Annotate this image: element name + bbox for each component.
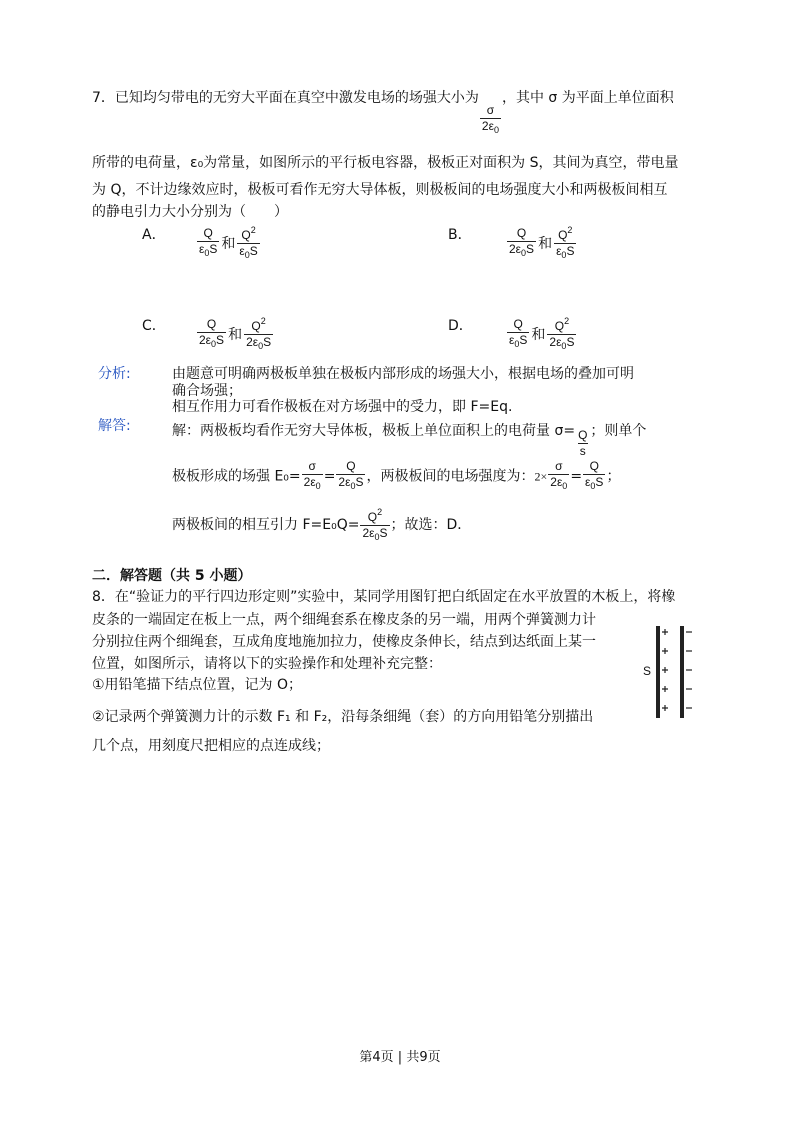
frac-num: Q	[589, 459, 599, 473]
frac-num	[239, 224, 257, 243]
and-word: 和	[228, 326, 243, 343]
option-c-fraction-2	[244, 315, 273, 353]
option-a-formula	[196, 224, 261, 262]
answer-label: 解答:	[98, 418, 131, 434]
q7-line2: 所带的电荷量，ε₀为常量，如图所示的平行板电容器，极板正对面积为 S，其间为真空，带电量	[92, 155, 679, 171]
equals-sign: =	[323, 468, 336, 485]
q8-line2: 皮条的一端固定在板上一点，两个细绳套系在橡皮条的另一端，用两个弹簧测力计	[92, 612, 596, 628]
frac-den-sub: 0	[204, 247, 210, 258]
plus-sign	[662, 686, 668, 692]
frac-den	[197, 241, 219, 260]
frac-den-sub: 0	[590, 481, 596, 491]
frac-den-text: ε	[509, 332, 515, 347]
frac-num	[556, 224, 574, 243]
frac-den-sub: 0	[315, 481, 321, 491]
answer-line3-end: ；故选：D．	[390, 517, 472, 533]
analysis-line3: 相互作用力可看作极板在对方场强中的受力，即 F=Eq.	[172, 399, 513, 415]
analysis-line1: 由题意可明确两极板单独在极板内部形成的场强大小，根据电场的叠加可明	[172, 366, 634, 382]
answer-frac-sigma-2e0	[302, 460, 323, 493]
frac-num: σ	[486, 103, 495, 117]
frac-den	[336, 474, 365, 493]
answer-line1-end: ；则单个	[590, 423, 647, 439]
frac-den-s: S	[519, 332, 528, 347]
option-a-fraction-1	[197, 227, 219, 260]
frac-den-text: 2ε	[303, 475, 316, 489]
frac-den	[548, 474, 569, 493]
q8-line3: 分别拉住两个细绳套，互成角度地施加拉力，使橡皮条伸长，结点到达纸面上某一	[92, 634, 596, 650]
q7-line4: 的静电引力大小分别为（ ）	[92, 204, 288, 220]
frac-den-text: 2ε	[246, 335, 259, 349]
answer-line3-text: 两极板间的相互引力 F=E₀Q=	[172, 517, 360, 533]
frac-den-text: 2ε	[338, 475, 351, 489]
frac-den	[507, 332, 529, 351]
frac-den-text: ε	[199, 241, 205, 256]
frac-num: Q	[346, 459, 356, 473]
frac-num-sup: 2	[567, 225, 573, 235]
frac-den-sub: 0	[561, 250, 567, 260]
sigma-equals-q-over-s	[576, 429, 589, 458]
answer-line1-text: 解：两极板均看作无穷大导体板，极板上单位面积上的电荷量 σ=	[172, 423, 576, 439]
frac-den-sub: 0	[562, 481, 568, 491]
frac-den	[360, 525, 389, 544]
option-b-formula	[506, 224, 577, 262]
q8-line6: ②记录两个弹簧测力计的示数 F₁ 和 F₂，沿每条细绳（套）的方向用铅笔分别描出	[92, 709, 594, 725]
and-word: 和	[538, 235, 553, 252]
frac-num-text: Q	[241, 228, 251, 242]
frac-den-s: S	[566, 335, 575, 349]
frac-num: σ	[308, 459, 316, 473]
frac-den-s: S	[379, 526, 388, 540]
option-c-fraction-1	[197, 318, 226, 351]
frac-den	[547, 334, 576, 353]
frac-den-text: ε	[556, 244, 562, 258]
frac-den-sub: 0	[258, 341, 264, 351]
option-d-formula	[506, 315, 577, 353]
frac-num	[366, 506, 384, 525]
frac-den-text: ε	[585, 475, 591, 489]
frac-den	[244, 334, 273, 353]
frac-den	[554, 243, 576, 262]
frac-den-sub: 0	[374, 532, 380, 542]
frac-den	[480, 118, 501, 137]
times-two: 2×	[534, 469, 548, 484]
frac-num	[553, 315, 571, 334]
q8-line1: 8．在“验证力的平行四边形定则”实验中，某同学用图钉把白纸固定在水平放置的木板上，将橡	[92, 589, 676, 605]
equals-sign: =	[570, 468, 583, 485]
plus-sign	[662, 648, 668, 654]
plus-sign	[662, 667, 668, 673]
frac-num-sup: 2	[377, 507, 383, 517]
plus-signs	[662, 629, 668, 711]
answer-line3	[172, 506, 471, 544]
frac-den-text: 2ε	[481, 119, 494, 133]
option-b-fraction-2	[554, 224, 576, 262]
section-heading: 二．解答题（共 5 小题）	[92, 568, 252, 584]
frac-den-sub: 0	[244, 250, 250, 260]
option-d-fraction-1	[507, 318, 529, 351]
and-word: 和	[531, 326, 546, 343]
q8-line7: 几个点，用刻度尺把相应的点连成线；	[92, 738, 330, 754]
option-b-label: B．	[448, 227, 472, 243]
frac-den-sub: 0	[561, 341, 567, 351]
frac-den: s	[579, 444, 586, 458]
frac-den-text: 2ε	[362, 526, 375, 540]
frac-num: Q	[203, 225, 213, 240]
frac-den-text: 2ε	[550, 475, 563, 489]
frac-num-text: Q	[367, 510, 378, 524]
q7-line3: 为 Q，不计边缘效应时，极板可看作无穷大导体板，则极板间的电场强度大小和两极板间相互	[92, 182, 668, 198]
plus-sign	[662, 705, 668, 711]
frac-num-text: Q	[558, 228, 568, 242]
answer-line2-text: 极板形成的场强 E₀=	[172, 468, 301, 485]
frac-den-s: S	[263, 335, 272, 349]
frac-num-sup: 2	[260, 316, 266, 326]
frac-den-sub: 0	[350, 481, 356, 491]
frac-den	[507, 241, 536, 260]
frac-den-text: ε	[239, 244, 245, 258]
option-a-label: A．	[142, 227, 166, 243]
capacitor-figure	[640, 624, 700, 720]
minus-signs	[686, 632, 692, 708]
q7-line1	[92, 88, 674, 137]
answer-frac-q2-2e0s	[360, 506, 389, 544]
sigma-over-2epsilon0	[480, 104, 501, 137]
option-d-label: D．	[448, 318, 473, 334]
answer-line2-end: ；	[606, 468, 621, 485]
frac-den-s: S	[216, 332, 225, 347]
q8-line4: 位置，如图所示，请将以下的实验操作和处理补充完整：	[92, 656, 442, 672]
frac-den-sub: 0	[521, 247, 527, 258]
answer-line1	[172, 421, 646, 458]
answer-frac-sigma-2e0-b	[548, 460, 569, 493]
frac-den	[197, 332, 226, 351]
frac-num-text: Q	[251, 319, 261, 333]
analysis-line2: 确合场强；	[172, 383, 242, 399]
right-plate	[680, 626, 684, 718]
frac-den	[302, 474, 323, 493]
option-b-fraction-1	[507, 227, 536, 260]
frac-num: Q	[206, 316, 217, 331]
frac-den-text: 2ε	[509, 241, 522, 256]
analysis-label: 分析:	[98, 366, 131, 382]
option-a-fraction-2	[237, 224, 259, 262]
frac-den-sub: 0	[211, 338, 217, 349]
q7-line1-end: ，其中 σ 为平面上单位面积	[501, 90, 674, 106]
frac-den	[237, 243, 259, 262]
frac-den-sub: 0	[514, 338, 520, 349]
frac-den-sub: 0	[493, 125, 499, 135]
frac-den-s: S	[595, 475, 604, 489]
area-label: S	[643, 664, 652, 678]
frac-den-s: S	[355, 475, 364, 489]
frac-den	[583, 474, 605, 493]
left-plate	[656, 626, 660, 718]
frac-den-text: 2ε	[199, 332, 212, 347]
frac-den-s: S	[249, 244, 258, 258]
answer-line2	[172, 460, 620, 493]
plus-sign	[662, 629, 668, 635]
frac-num	[249, 315, 267, 334]
option-c-formula	[196, 315, 274, 353]
frac-num-sup: 2	[564, 316, 570, 326]
frac-num: Q	[513, 316, 523, 331]
q8-line5: ①用铅笔描下结点位置，记为 O；	[92, 677, 303, 693]
frac-den-s: S	[209, 241, 218, 256]
option-c-label: C．	[142, 318, 166, 334]
option-d-fraction-2	[547, 315, 576, 353]
q7-line1-text: 7．已知均匀带电的无穷大平面在真空中激发电场的场强大小为	[92, 90, 479, 106]
answer-line2-mid: ，两极板间的电场强度为：	[366, 468, 535, 485]
answer-frac-q-e0s	[583, 460, 605, 493]
frac-den-s: S	[526, 241, 535, 256]
frac-den-text: 2ε	[549, 335, 562, 349]
frac-num-text: Q	[554, 319, 565, 333]
frac-num: Q	[578, 428, 588, 442]
answer-frac-q-2e0s	[336, 460, 365, 493]
page-footer: 第4页 | 共9页	[359, 1050, 441, 1065]
frac-den-s: S	[566, 244, 575, 258]
frac-num: Q	[516, 225, 527, 240]
and-word: 和	[221, 235, 236, 252]
frac-num-sup: 2	[250, 225, 256, 235]
frac-num: σ	[555, 459, 563, 473]
